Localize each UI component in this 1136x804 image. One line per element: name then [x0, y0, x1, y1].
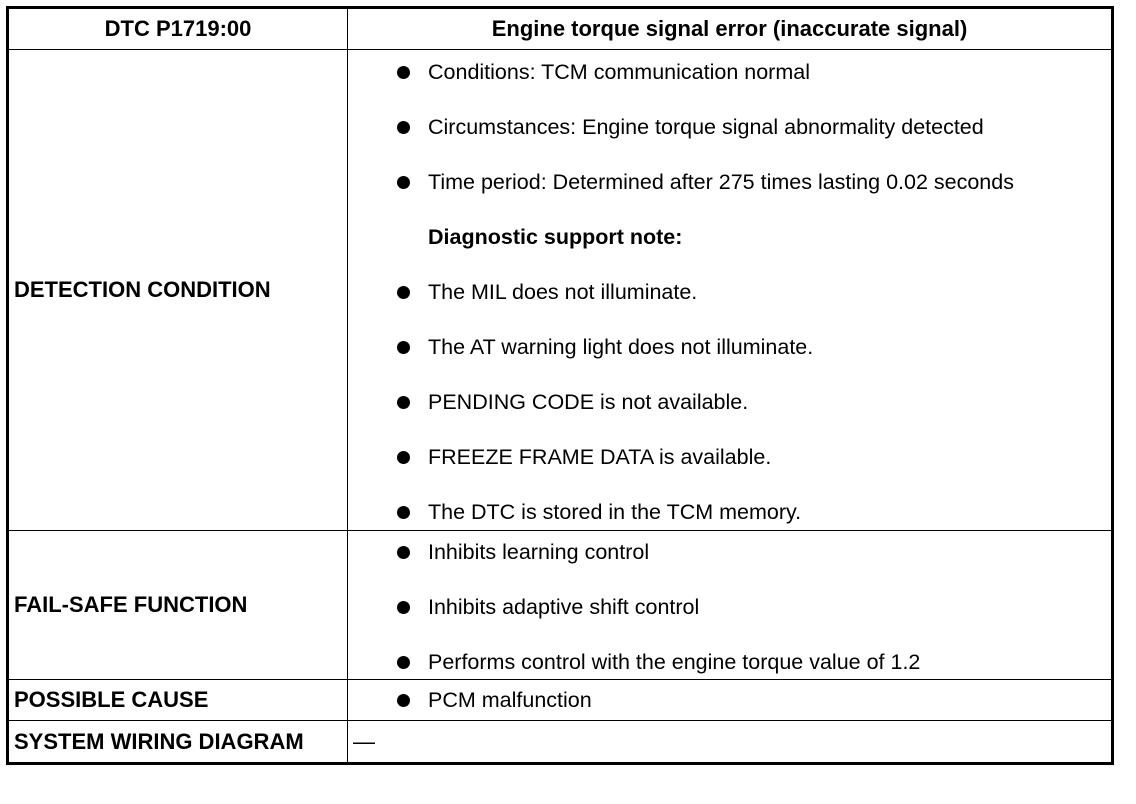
list-item: Inhibits adaptive shift control	[390, 593, 1111, 622]
bullet-icon	[397, 396, 410, 409]
bullet-icon	[397, 66, 410, 79]
fail-safe-row	[8, 531, 1113, 680]
list-item: PCM malfunction	[390, 686, 1111, 715]
dtc-description: Engine torque signal error (inaccurate signal)	[348, 8, 1113, 50]
fail-safe-list	[348, 538, 1111, 677]
list-item: Performs control with the engine torque value of 1.2	[390, 648, 1111, 677]
dtc-table	[6, 6, 1114, 765]
bullet-icon	[397, 694, 410, 707]
dtc-code: DTC P1719:00	[8, 8, 348, 50]
system-wiring-diagram-label: SYSTEM WIRING DIAGRAM	[8, 721, 348, 764]
system-wiring-diagram-row	[8, 721, 1113, 764]
fail-safe-label: FAIL-SAFE FUNCTION	[8, 531, 348, 680]
detection-condition-label: DETECTION CONDITION	[8, 50, 348, 531]
detection-condition-row	[8, 50, 1113, 531]
list-item: PENDING CODE is not available.	[390, 388, 1111, 417]
diagnostic-note-heading: Diagnostic support note:	[428, 225, 683, 249]
list-item: The MIL does not illuminate.	[390, 278, 1111, 307]
system-wiring-diagram-value: —	[348, 721, 1113, 764]
list-item: Time period: Determined after 275 times lasting 0.02 seconds	[390, 168, 1111, 197]
possible-cause-content	[348, 680, 1113, 721]
header-row	[8, 8, 1113, 50]
possible-cause-label: POSSIBLE CAUSE	[8, 680, 348, 721]
list-item: FREEZE FRAME DATA is available.	[390, 443, 1111, 472]
list-item: Circumstances: Engine torque signal abnormality detected	[390, 113, 1111, 142]
list-item: The DTC is stored in the TCM memory.	[390, 498, 1111, 527]
possible-cause-list	[348, 686, 1111, 715]
possible-cause-row	[8, 680, 1113, 721]
bullet-icon	[397, 176, 410, 189]
bullet-icon	[397, 656, 410, 669]
bullet-icon	[397, 341, 410, 354]
list-item: Conditions: TCM communication normal	[390, 58, 1111, 87]
list-item: Inhibits learning control	[390, 538, 1111, 567]
fail-safe-content	[348, 531, 1113, 680]
detection-condition-content	[348, 50, 1113, 531]
bullet-icon	[397, 121, 410, 134]
bullet-icon	[397, 286, 410, 299]
bullet-icon	[397, 601, 410, 614]
bullet-icon	[397, 546, 410, 559]
bullet-icon	[397, 506, 410, 519]
detection-condition-list	[348, 58, 1111, 527]
list-item: The AT warning light does not illuminate.	[390, 333, 1111, 362]
bullet-icon	[397, 451, 410, 464]
